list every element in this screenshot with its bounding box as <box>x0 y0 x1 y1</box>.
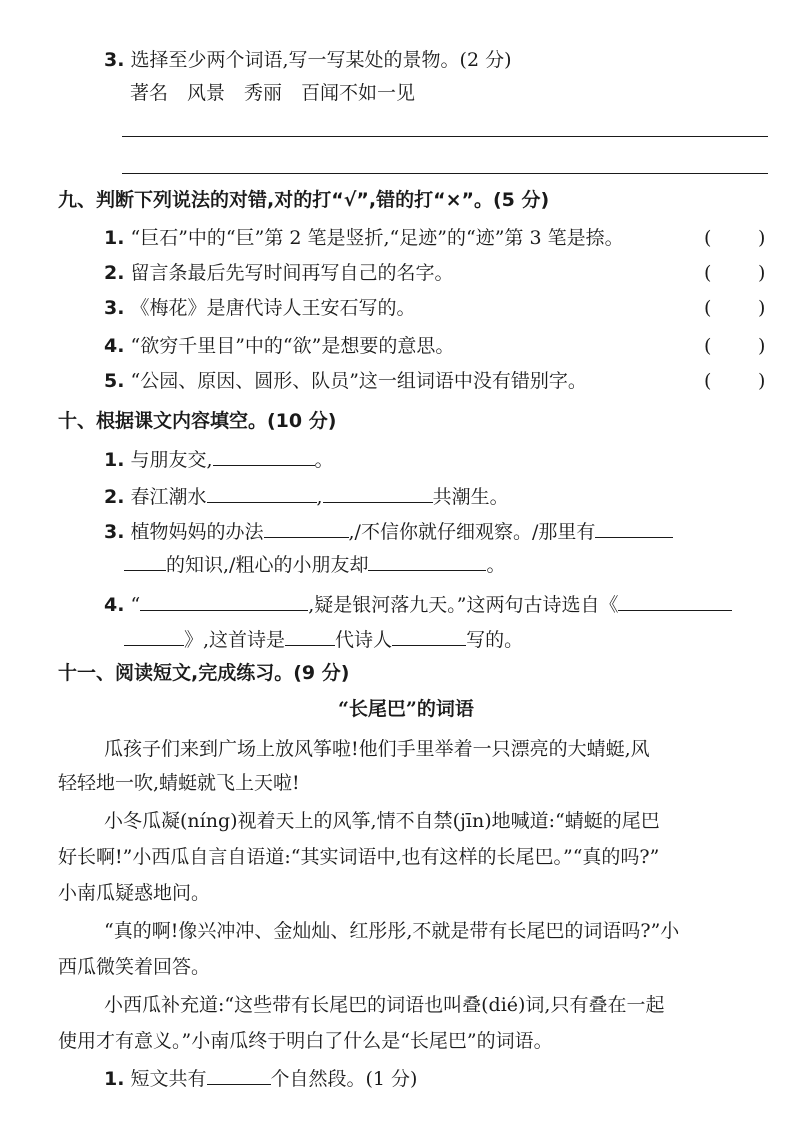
fill-q1 <box>104 445 334 473</box>
question-number: 3. <box>104 49 125 71</box>
fill-text: 春江潮水 <box>130 486 207 508</box>
judge-item <box>104 260 454 286</box>
fill-blank[interactable] <box>207 1064 271 1085</box>
answer-paren-open[interactable]: ( <box>704 297 712 319</box>
fill-q3-line1 <box>104 517 673 545</box>
passage-line: 轻轻地一吹,蜻蜓就飞上天啦! <box>58 772 300 794</box>
fill-text: 个自然段。(1 分) <box>270 1068 418 1090</box>
item-number: 1. <box>104 449 125 471</box>
judge-item <box>104 333 454 359</box>
section-11-heading: 十一、阅读短文,完成练习。(9 分) <box>58 662 350 684</box>
question-8-3 <box>104 47 512 73</box>
item-number: 3. <box>104 521 125 543</box>
item-text: 《梅花》是唐代诗人王安石写的。 <box>130 297 416 319</box>
passage-line: 好长啊!”小西瓜自言自语道:“其实词语中,也有这样的长尾巴。”“真的吗?” <box>58 846 660 868</box>
fill-blank[interactable] <box>368 550 486 571</box>
item-number: 3. <box>104 297 125 319</box>
answer-paren-close[interactable]: ) <box>758 370 766 392</box>
answer-paren-close[interactable]: ) <box>758 335 766 357</box>
section-10-heading: 十、根据课文内容填空。(10 分) <box>58 410 337 432</box>
item-number: 1. <box>104 1068 125 1090</box>
passage-line: 使用才有意义。”小南瓜终于明白了什么是“长尾巴”的词语。 <box>58 1030 553 1052</box>
fill-text: 植物妈妈的办法 <box>130 521 264 543</box>
passage-line: 小西瓜补充道:“这些带有长尾巴的词语也叫叠(dié)词,只有叠在一起 <box>104 994 665 1016</box>
fill-text: 。 <box>314 449 334 471</box>
fill-text: 写的。 <box>466 629 524 651</box>
item-number: 2. <box>104 486 125 508</box>
fill-text: 的知识,/粗心的小朋友却 <box>166 554 369 576</box>
fill-q2 <box>104 482 509 510</box>
fill-text: ,疑是银河落九天。”这两句古诗选自《 <box>308 594 619 616</box>
passage-line: 小冬瓜凝(níng)视着天上的风筝,情不自禁(jīn)地喊道:“蜻蜓的尾巴 <box>104 810 660 832</box>
fill-blank[interactable] <box>392 625 466 646</box>
fill-blank[interactable] <box>285 625 335 646</box>
item-number: 4. <box>104 594 125 616</box>
answer-paren-open[interactable]: ( <box>704 227 712 249</box>
passage-line: 小南瓜疑惑地问。 <box>58 882 211 904</box>
fill-blank[interactable] <box>124 625 184 646</box>
fill-blank[interactable] <box>264 517 349 538</box>
answer-line[interactable] <box>122 173 768 174</box>
fill-text: 与朋友交, <box>130 449 213 471</box>
fill-text: ,/不信你就仔细观察。/那里有 <box>348 521 596 543</box>
fill-blank[interactable] <box>323 482 433 503</box>
judge-item <box>104 295 416 321</box>
item-number: 5. <box>104 370 125 392</box>
item-text: “巨石”中的“巨”第 2 笔是竖折,“足迹”的“迹”第 3 笔是捺。 <box>130 227 624 249</box>
question-prompt: 选择至少两个词语,写一写某处的景物。(2 分) <box>130 49 512 71</box>
passage-line: 西瓜微笑着回答。 <box>58 956 211 978</box>
answer-paren-close[interactable]: ) <box>758 227 766 249</box>
fill-blank[interactable] <box>213 445 315 466</box>
item-text: 留言条最后先写时间再写自己的名字。 <box>130 262 454 284</box>
section-9-heading: 九、判断下列说法的对错,对的打“√”,错的打“×”。(5 分) <box>58 189 550 211</box>
word-bank: 著名 风景 秀丽 百闻不如一见 <box>130 82 416 104</box>
fill-q4-line1 <box>104 590 732 618</box>
fill-text: , <box>316 486 323 508</box>
item-text: “欲穷千里目”中的“欲”是想要的意思。 <box>130 335 455 357</box>
answer-paren-open[interactable]: ( <box>704 335 712 357</box>
answer-line[interactable] <box>122 136 768 137</box>
fill-text: 共潮生。 <box>432 486 509 508</box>
item-number: 4. <box>104 335 125 357</box>
fill-text: “ <box>130 594 141 616</box>
fill-text: 》,这首诗是 <box>184 629 286 651</box>
fill-blank[interactable] <box>595 517 673 538</box>
item-text: “公园、原因、圆形、队员”这一组词语中没有错别字。 <box>130 370 587 392</box>
answer-paren-close[interactable]: ) <box>758 262 766 284</box>
item-number: 1. <box>104 227 125 249</box>
passage-line: “真的啊!像兴冲冲、金灿灿、红彤彤,不就是带有长尾巴的词语吗?”小 <box>104 920 680 942</box>
fill-text: 。 <box>486 554 506 576</box>
fill-blank[interactable] <box>140 590 308 611</box>
passage-line: 瓜孩子们来到广场上放风筝啦!他们手里举着一只漂亮的大蜻蜓,风 <box>104 738 650 760</box>
fill-text: 代诗人 <box>335 629 393 651</box>
answer-paren-open[interactable]: ( <box>704 262 712 284</box>
fill-q4-line2 <box>124 625 523 653</box>
reading-q1 <box>104 1064 417 1092</box>
passage-title: “长尾巴”的词语 <box>338 698 474 720</box>
fill-blank[interactable] <box>618 590 732 611</box>
fill-blank[interactable] <box>124 550 166 571</box>
item-number: 2. <box>104 262 125 284</box>
answer-paren-close[interactable]: ) <box>758 297 766 319</box>
judge-item <box>104 225 624 251</box>
judge-item <box>104 368 587 394</box>
fill-blank[interactable] <box>207 482 317 503</box>
fill-text: 短文共有 <box>130 1068 207 1090</box>
fill-q3-line2 <box>124 550 505 578</box>
answer-paren-open[interactable]: ( <box>704 370 712 392</box>
